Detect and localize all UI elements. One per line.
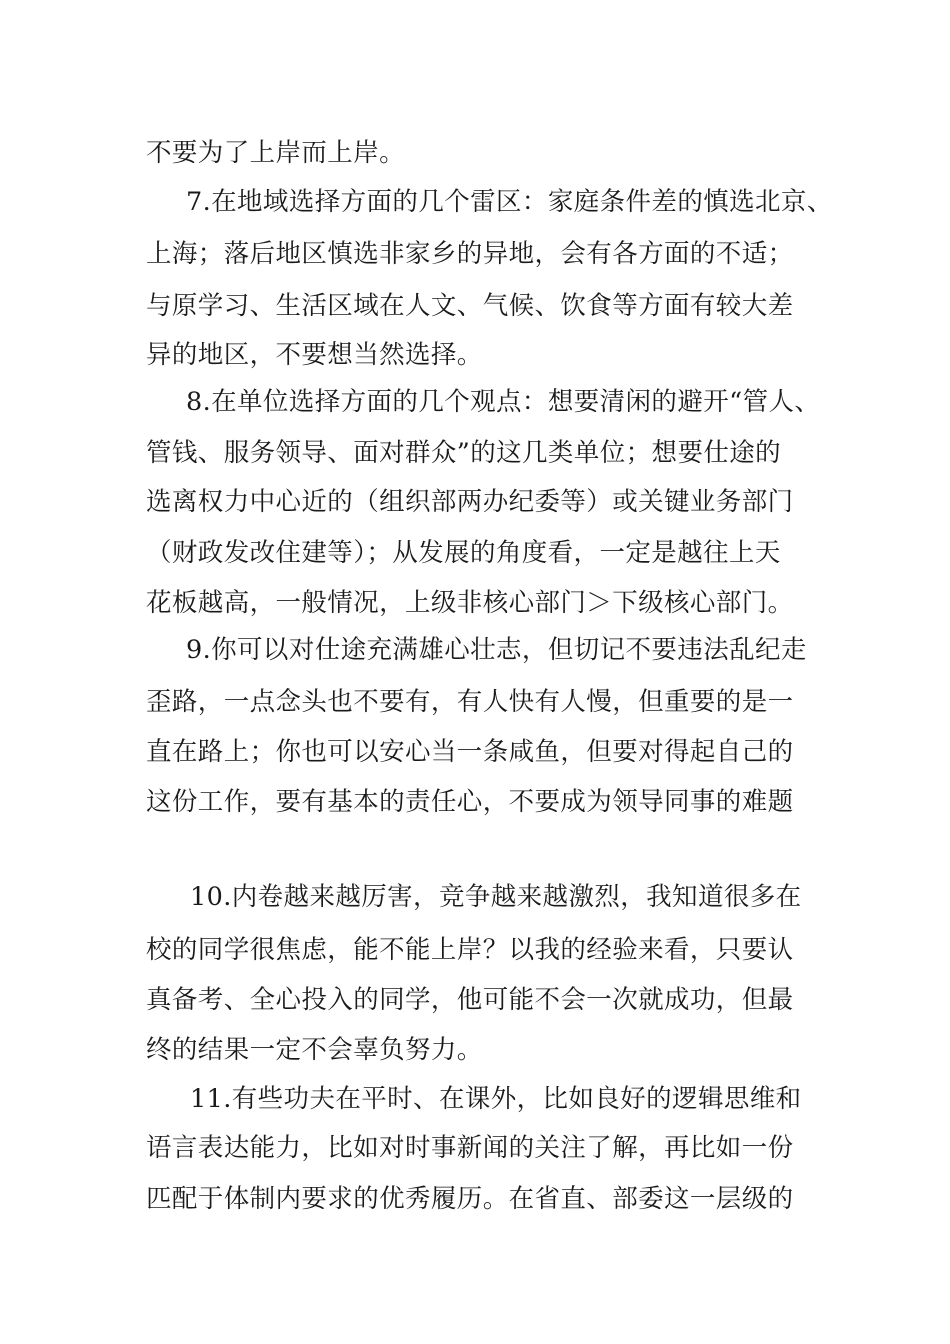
- text-line-item-7: 7.在地域选择方面的几个雷区：家庭条件差的慎选北京、: [186, 187, 833, 217]
- text-line: （财政发改住建等）；从发展的角度看，一定是越往上天: [146, 538, 781, 568]
- text-line: 终的结果一定不会辜负努力。: [146, 1035, 483, 1065]
- text-line: 校的同学很焦虑，能不能上岸？以我的经验来看，只要认: [146, 935, 794, 965]
- text-line: 真备考、全心投入的同学，他可能不会一次就成功，但最: [146, 985, 794, 1015]
- text-line: 语言表达能力，比如对时事新闻的关注了解，再比如一份: [146, 1133, 794, 1163]
- text-line: 管钱、服务领导、面对群众”的这几类单位；想要仕途的: [146, 438, 782, 468]
- text-line-item-9: 9.你可以对仕途充满雄心壮志，但切记不要违法乱纪走: [186, 635, 807, 665]
- text-line: 选离权力中心近的（组织部两办纪委等）或关键业务部门: [146, 487, 794, 517]
- text-line: 不要为了上岸而上岸。: [146, 138, 406, 168]
- text-line: 歪路，一点念头也不要有，有人快有人慢，但重要的是一: [146, 687, 794, 717]
- text-line: 这份工作，要有基本的责任心，不要成为领导同事的难题: [146, 787, 794, 817]
- text-line: 匹配于体制内要求的优秀履历。在省直、部委这一层级的: [146, 1184, 794, 1214]
- text-line-item-10: 10.内卷越来越厉害，竞争越来越激烈，我知道很多在: [190, 882, 802, 912]
- text-line: 异的地区，不要想当然选择。: [146, 340, 483, 370]
- text-line-item-8: 8.在单位选择方面的几个观点：想要清闲的避开“管人、: [186, 387, 821, 417]
- text-line: 花板越高，一般情况，上级非核心部门＞下级核心部门。: [146, 588, 794, 618]
- text-line: 直在路上；你也可以安心当一条咸鱼，但要对得起自己的: [146, 737, 794, 767]
- text-line: 与原学习、生活区域在人文、气候、饮食等方面有较大差: [146, 291, 794, 321]
- text-line: 上海；落后地区慎选非家乡的异地，会有各方面的不适；: [146, 239, 794, 269]
- text-line-item-11: 11.有些功夫在平时、在课外，比如良好的逻辑思维和: [190, 1084, 802, 1114]
